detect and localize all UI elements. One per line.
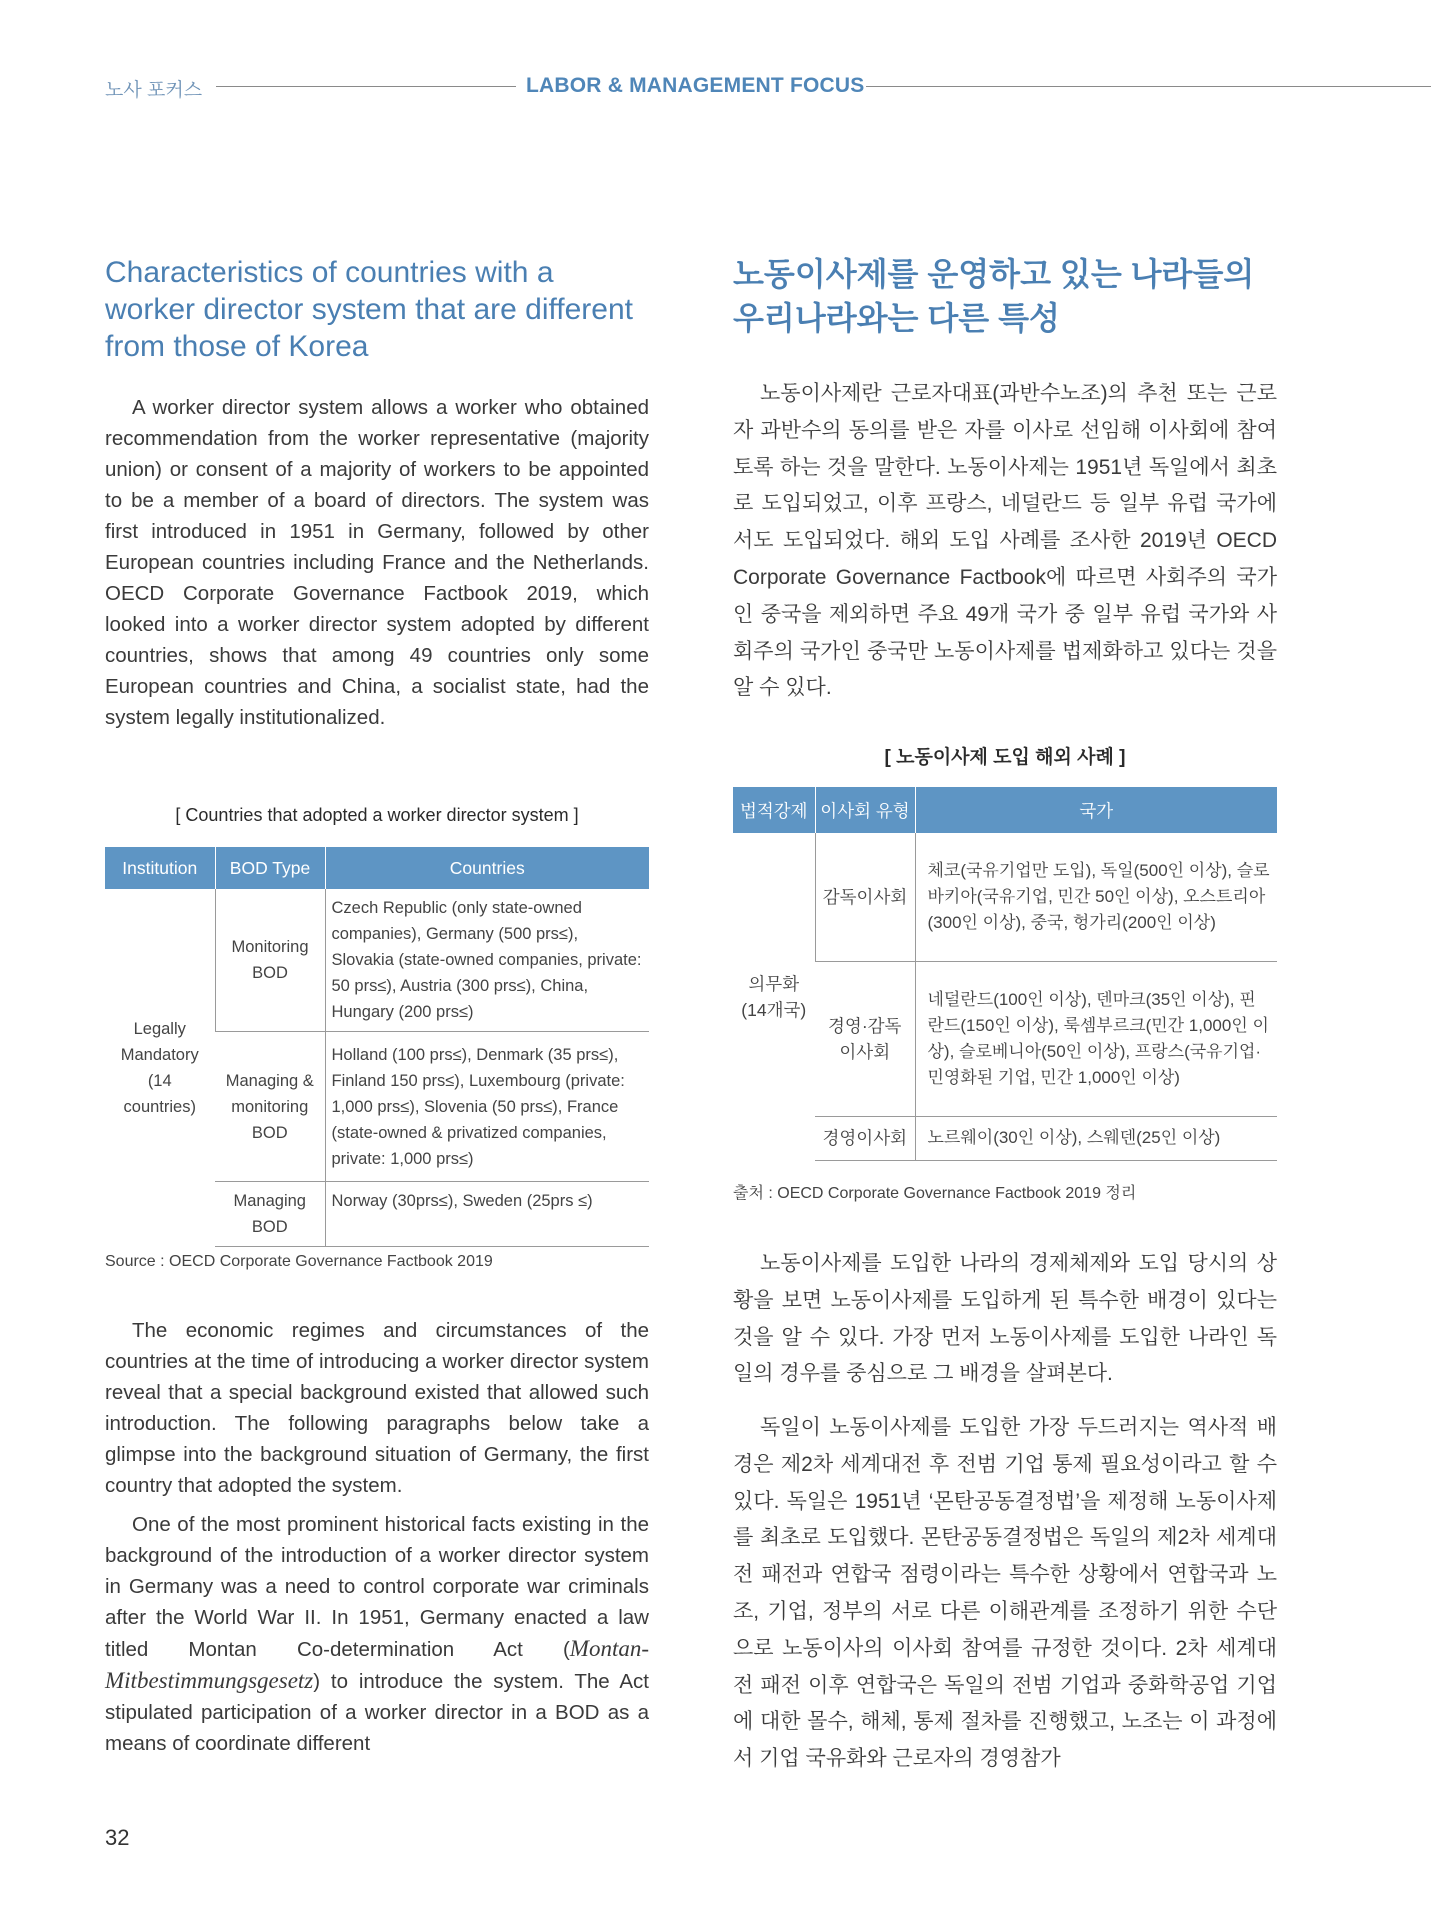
korean-paragraph-1: 노동이사제란 근로자대표(과반수노조)의 추천 또는 근로자 과반수의 동의를 받은 자를 이사로 선임해 이사회에 참여토록 하는 것을 말한다. 노동이사제는 1951년 독일에서 최초로 도입되었고, 이후 프랑스, 네덜란드 등 일부 유럽 국가에서도 도입되었다. 해외 도입 사례를 조사한 2019년 OECD Corporate Governance Factbook에 따르면 사회주의 국가인 중국을 제외하면 주요 49개 국가 중 일부 유럽 국가와 사회주의 국가인 중국만 노동이사제를 법제화하고 있다는 것을 알 수 있다.: [733, 382, 1277, 700]
korean-countries-table: [733, 787, 1277, 1161]
countries-cell: 네덜란드(100인 이상), 덴마크(35인 이상), 핀란드(150인 이상), 룩셈부르크(민간 1,000인 이상), 슬로베니아(50인 이상), 프랑스(국유기업·민영화된 기업, 민간 1,000인 이상): [915, 961, 1277, 1116]
table-header-legal: 법적강제: [733, 787, 815, 833]
table-header-countries: Countries: [325, 847, 649, 889]
page-header: [0, 66, 1431, 106]
table-header-institution: Institution: [105, 847, 215, 889]
korean-paragraph-2: 노동이사제를 도입한 나라의 경제체제와 도입 당시의 상황을 보면 노동이사제를 도입하게 된 특수한 배경이 있다는 것을 알 수 있다. 가장 먼저 노동이사제를 도입한 나라인 독일의 경우를 중심으로 그 배경을 살펴본다.: [733, 1252, 1277, 1386]
table-header-board-type: 이사회 유형: [815, 787, 915, 833]
korean-table-source: 출처 : OECD Corporate Governance Factbook 2019 정리: [733, 1185, 1137, 1202]
korean-paragraph-3: 독일이 노동이사제를 도입한 가장 두드러지는 역사적 배경은 제2차 세계대전 후 전범 기업 통제 필요성이라고 할 수 있다. 독일은 1951년 ‘몬탄공동결정법’을 제정해 노동이사제를 최초로 도입했다. 몬탄공동결정법은 독일의 제2차 세계대전 패전과 연합국 점령이라는 특수한 상황에서 연합국과 노조, 기업, 정부의 서로 다른 이해관계를 조정하기 위한 수단으로 노동이사의 이사회 참여를 규정한 것이다. 2차 세계대전 패전 이후 연합국은 독일의 전범 기업과 중화학공업 기업에 대한 몰수, 해체, 통제 절차를 진행했고, 노조는 이 과정에서 기업 국유화와 근로자의 경영참가: [733, 1416, 1277, 1771]
english-paragraph-1: A worker director system allows a worker who obtained recommendation from the worker representative (majority union) or consent of a majority of workers to be appointed to be a member of a board of directors. The system was first introduced in 1951 in Germany, followed by other European countries including France and the Netherlands. OECD Corporate Governance Factbook 2019, which looked into a worker director system adopted by different countries, shows that among 49 countries only some European countries and China, a socialist state, had the system legally institutionalized.: [105, 396, 649, 729]
act-name-italic: Montan-Mitbestimmungsgesetz: [105, 1636, 649, 1693]
institution-cell: Legally Mandatory (14 countries): [120, 1019, 199, 1116]
countries-cell: Czech Republic (only state-owned companies), Germany (500 prs≤), Slovakia (state-owned companies, private: 50 prs≤), Austria (300 prs≤), China, Hungary (200 prs≤): [325, 889, 649, 1032]
bod-type-cell: Monitoring BOD: [215, 889, 325, 1032]
bod-type-cell: 경영이사회: [815, 1116, 915, 1160]
bod-type-cell: Managing BOD: [215, 1182, 325, 1247]
english-paragraph-3: [105, 1509, 649, 1759]
paragraph-3-text-b: ) to introduce the system. The Act stipulated participation of a worker director in a BOD as a means of coordinate different: [105, 1670, 649, 1755]
english-countries-table: [105, 847, 649, 1247]
table-header-bod-type: BOD Type: [215, 847, 325, 889]
header-rule-right: [866, 86, 1431, 87]
institution-cell: 의무화 (14개국): [741, 973, 807, 1020]
english-table-source: Source : OECD Corporate Governance Factbook 2019: [105, 1253, 493, 1270]
bod-type-cell: 감독이사회: [815, 833, 915, 961]
section-label-korean: 노사 포커스: [105, 80, 203, 101]
countries-cell: 노르웨이(30인 이상), 스웨덴(25인 이상): [915, 1116, 1277, 1160]
section-label-english: LABOR & MANAGEMENT FOCUS: [526, 74, 865, 97]
header-rule-left: [216, 86, 516, 87]
table-header-country: 국가: [915, 787, 1277, 833]
korean-heading: 노동이사제를 운영하고 있는 나라들의 우리나라와는 다른 특성: [733, 256, 1255, 336]
english-paragraph-2: The economic regimes and circumstances of the countries at the time of introducing a worker director system reveal that a special background existed that allowed such introduction. The following paragraphs below take a glimpse into the background situation of Germany, the first country that adopted the system.: [105, 1319, 649, 1497]
page-number: 32: [105, 1825, 130, 1850]
bod-type-cell: Managing & monitoring BOD: [215, 1032, 325, 1182]
korean-table-caption: [ 노동이사제 도입 해외 사례 ]: [884, 747, 1126, 768]
countries-cell: Holland (100 prs≤), Denmark (35 prs≤), Finland 150 prs≤), Luxembourg (private: 1,000 prs≤), Slovenia (50 prs≤), France (state-owned & privatized companies, private: 1,000 prs≤): [325, 1032, 649, 1182]
paragraph-3-text-a: One of the most prominent historical facts existing in the background of the introduction of a worker director system in Germany was a need to control corporate war criminals after the World War II. In 1951, Germany enacted a law titled Montan Co-determination Act (: [105, 1513, 649, 1661]
countries-cell: 체코(국유기업만 도입), 독일(500인 이상), 슬로바키아(국유기업, 민간 50인 이상), 오스트리아(300인 이상), 중국, 헝가리(200인 이상): [915, 833, 1277, 961]
english-table-caption: [ Countries that adopted a worker director system ]: [175, 805, 579, 825]
english-heading: Characteristics of countries with a worker director system that are different from those of Korea: [105, 256, 633, 363]
bod-type-cell: 경영·감독 이사회: [815, 961, 915, 1116]
countries-cell: Norway (30prs≤), Sweden (25prs ≤): [325, 1182, 649, 1247]
